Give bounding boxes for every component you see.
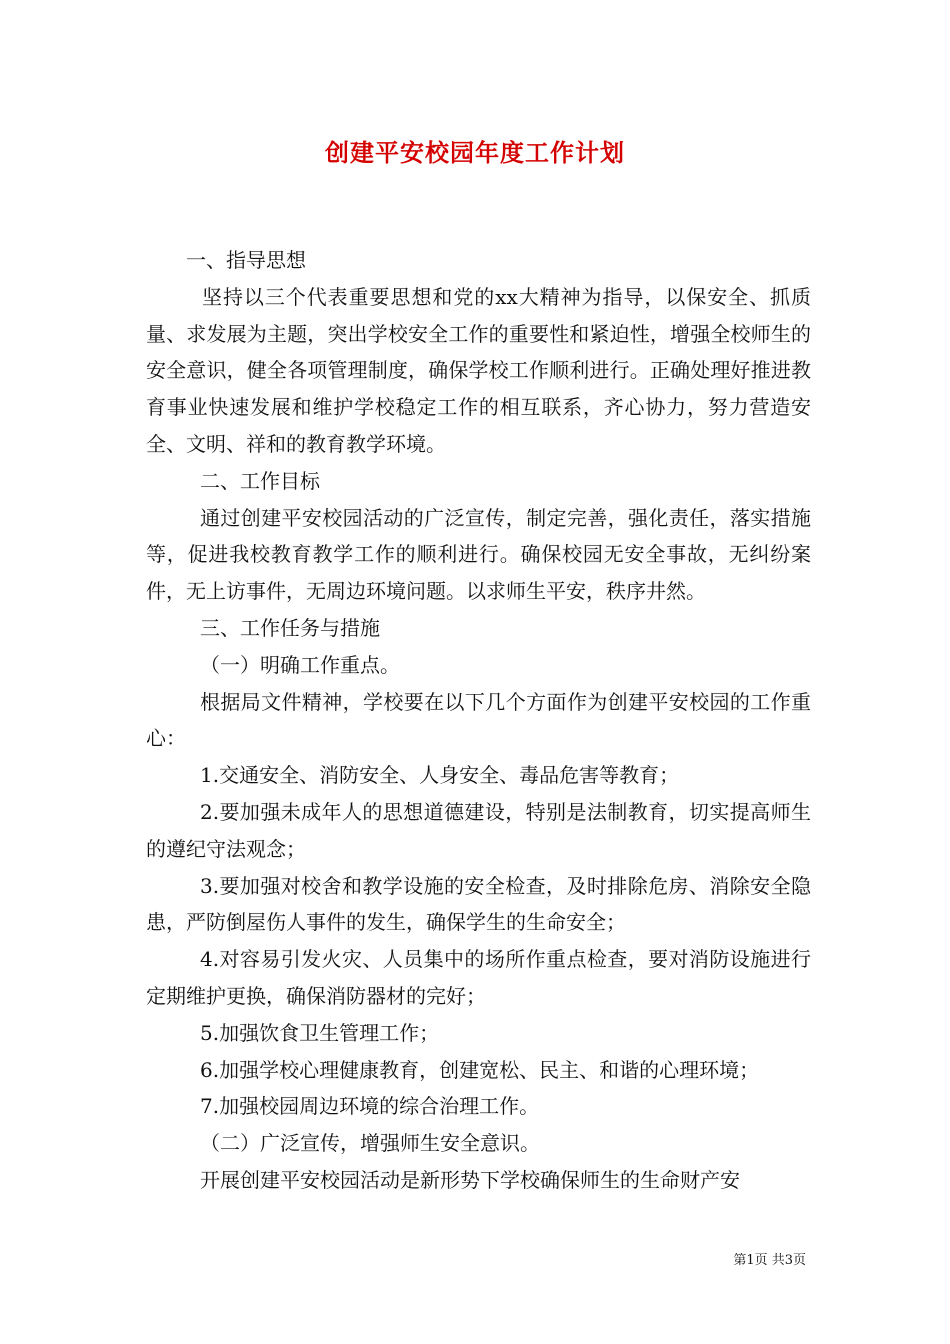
paragraph: 根据局文件精神，学校要在以下几个方面作为创建平安校园的工作重心： — [146, 689, 811, 751]
paragraph: 1.交通安全、消防安全、人身安全、毒品危害等教育； — [200, 763, 680, 788]
page-number: 第1页 共3页 — [733, 1253, 806, 1268]
paragraph: 5.加强饮食卫生管理工作； — [200, 1020, 440, 1045]
paragraph: 开展创建平安校园活动是新形势下学校确保师生的生命财产安 — [200, 1167, 740, 1192]
paragraph: 坚持以三个代表重要思想和党的xx大精神为指导，以保安全、抓质量、求发展为主题，突出学校安全工作的重要性和紧迫性，增强全校师生的安全意识，健全各项管理制度，确保学校工作顺利进行。正确处理好推进教育事业快速发展和维护学校稳定工作的相互联系，齐心协力，努力营造安全、文明、祥和的教育教学环境。 — [146, 284, 811, 456]
document-title: 创建平安校园年度工作计划 — [325, 138, 625, 167]
paragraph: 4.对容易引发火灾、人员集中的场所作重点检查，要对消防设施进行定期维护更换，确保消防器材的完好； — [146, 947, 811, 1008]
paragraph: 通过创建平安校园活动的广泛宣传，制定完善，强化责任，落实措施等，促进我校教育教学工作的顺利进行。确保校园无安全事故，无纠纷案件，无上访事件，无周边环境问题。以求师生平安，秩序井然。 — [146, 505, 811, 604]
paragraph: 一、指导思想 — [186, 248, 306, 272]
paragraph: 三、工作任务与措施 — [200, 615, 380, 640]
paragraph: 7.加强校园周边环境的综合治理工作。 — [200, 1094, 540, 1119]
document-body — [146, 242, 811, 1199]
paragraph: 2.要加强未成年人的思想道德建设，特别是法制教育，切实提高师生的遵纪守法观念； — [146, 799, 811, 861]
paragraph: （二）广泛宣传，增强师生安全意识。 — [200, 1131, 540, 1156]
paragraph: 3.要加强对校舍和教学设施的安全检查，及时排除危房、消除安全隐患，严防倒屋伤人事件的发生，确保学生的生命安全； — [146, 873, 811, 935]
paragraph: （一）明确工作重点。 — [200, 652, 400, 677]
paragraph: 6.加强学校心理健康教育，创建宽松、民主、和谐的心理环境； — [200, 1057, 760, 1082]
paragraph: 二、工作目标 — [200, 468, 320, 493]
